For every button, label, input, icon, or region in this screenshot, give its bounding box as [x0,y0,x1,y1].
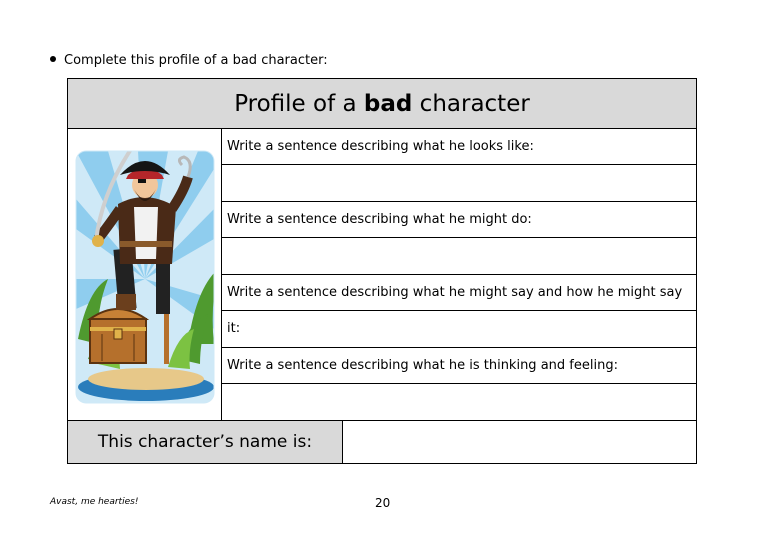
answer-might-say[interactable] [222,311,696,348]
title-text-end: character [412,91,530,117]
title-text-start: Profile of a [234,91,364,117]
footer-tagline: Avast, me hearties! [50,497,139,507]
prompt-might-say: Write a sentence describing what he might say and how he might say it: [222,275,696,311]
instruction-text: Complete this profile of a bad character: [64,53,328,68]
pirate-illustration-cell [68,129,222,421]
answer-thinking-feeling-input[interactable] [222,384,696,420]
answer-might-do-input[interactable] [222,238,696,274]
prompt-thinking-feeling: Write a sentence describing what he is thinking and feeling: [222,348,696,384]
prompt-looks-like: Write a sentence describing what he looks like: [222,129,696,165]
answer-looks-like[interactable] [222,165,696,202]
answer-might-say-input[interactable] [222,311,696,347]
answer-might-do[interactable] [222,238,696,275]
profile-title [68,79,696,129]
answer-looks-like-input[interactable] [222,165,696,201]
character-name-label: This character’s name is: [68,421,343,463]
instruction-line [50,53,328,68]
character-name-cell[interactable] [343,421,696,463]
title-bold-word: bad [363,91,413,117]
pirate-illustration [68,129,221,420]
character-name-input[interactable] [343,421,696,463]
answer-thinking-feeling[interactable] [222,384,696,421]
page-number: 20 [375,496,391,510]
profile-table [67,78,697,464]
bullet-icon [50,56,56,62]
prompt-might-do: Write a sentence describing what he might do: [222,202,696,238]
